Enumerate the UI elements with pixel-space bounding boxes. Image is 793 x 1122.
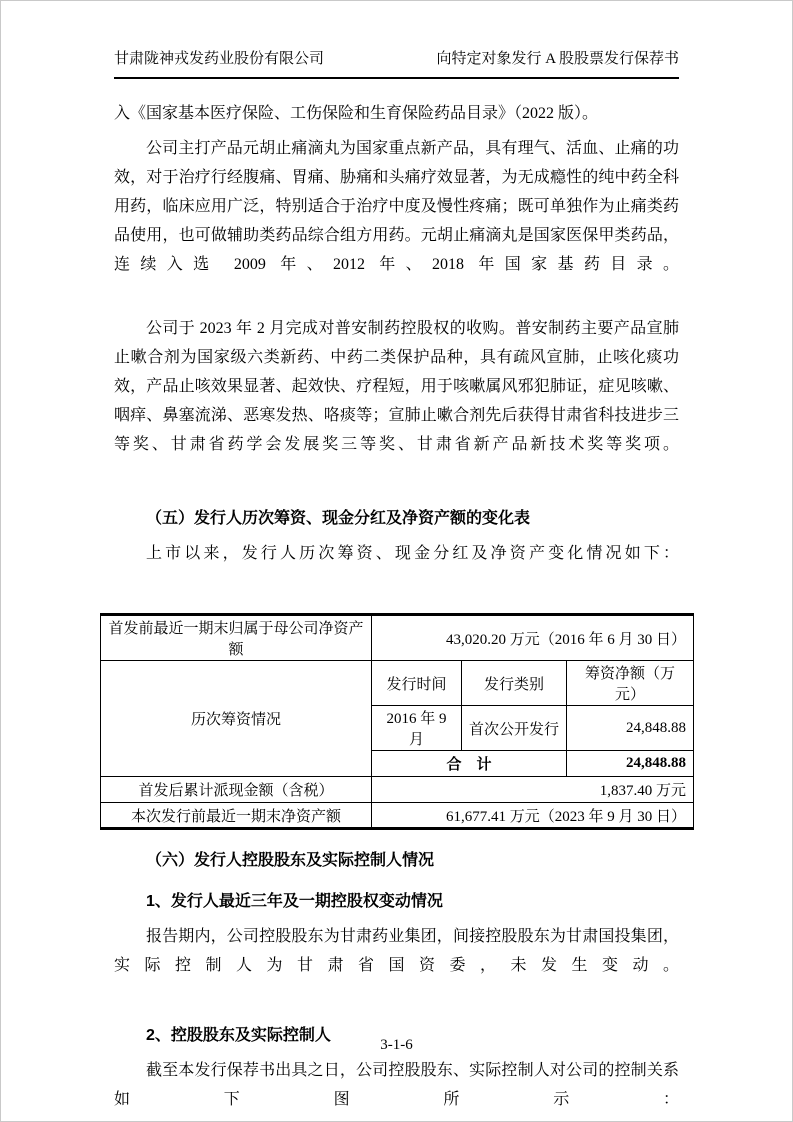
header-doc-title: 向特定对象发行 A 股股票发行保荐书 [436,51,679,67]
heading-sub-two: 2、控股股东及实际控制人 [146,1027,331,1044]
cell-current-label: 本次发行前最近一期末净资产额 [101,803,372,829]
paragraph-insurance-catalog: 入《国家基本医疗保险、工伤保险和生育保险药品目录》（2022 版）。 [114,105,599,122]
cell-fundraising-label: 历次筹资情况 [101,661,372,777]
cell-pre-ipo-label: 首发前最近一期末归属于母公司净资产额 [101,615,372,661]
cell-total-net: 24,848.88 [567,751,694,777]
cell-pre-ipo-value: 43,020.20 万元（2016 年 6 月 30 日） [372,615,694,661]
table-row-current-net-assets [101,803,694,829]
cell-ipo-type: 首次公开发行 [462,706,567,751]
cell-col-header-type: 发行类别 [462,661,567,706]
cell-ipo-time: 2016 年 9 月 [372,706,462,751]
table-row-dividend [101,777,694,803]
heading-sub-one: 1、发行人最近三年及一期控股权变动情况 [146,893,443,910]
paragraph-yuanhu-product: 公司主打产品元胡止痛滴丸为国家重点新产品，具有理气、活血、止痛的功效，对于治疗行经腹痛、胃痛、胁痛和头痛疗效显著，为无成瘾性的纯中药全科用药，临床应用广泛，特别适合于治疗中度及慢性疼痛；既可单独作为止痛类药品使用，也可做辅助类药品综合组方用药。元胡止痛滴丸是国家医保甲类药品，连续入选 2009 年、2012 年、2018 年国家基药目录。 [114,140,679,273]
page-footer [1,1037,792,1054]
page-number: 3-1-6 [380,1037,413,1053]
paragraph-control-relationship: 截至本发行保荐书出具之日，公司控股股东、实际控制人对公司的控制关系如下图所示： [114,1062,679,1108]
cell-ipo-net: 24,848.88 [567,706,694,751]
paragraph-holding-change: 报告期内，公司控股股东为甘肃药业集团，间接控股股东为甘肃国投集团，实际控制人为甘肃省国资委，未发生变动。 [114,928,679,974]
page-header [114,48,679,79]
cell-total-label: 合 计 [372,751,567,777]
table-row-pre-ipo [101,615,694,661]
cell-dividend-value: 1,837.40 万元 [372,777,694,803]
heading-section-six: （六）发行人控股股东及实际控制人情况 [146,852,435,869]
page-body [1,99,792,1122]
cell-current-value: 61,677.41 万元（2023 年 9 月 30 日） [372,803,694,829]
cell-dividend-label: 首发后累计派现金额（含税） [101,777,372,803]
fundraising-history-table [100,613,694,830]
heading-section-five: （五）发行人历次筹资、现金分红及净资产额的变化表 [146,510,531,527]
table-row-fundraising-header [101,661,694,706]
cell-col-header-net: 筹资净额（万元） [567,661,694,706]
paragraph-table-intro: 上市以来，发行人历次筹资、现金分红及净资产变化情况如下： [146,545,679,562]
cell-col-header-time: 发行时间 [372,661,462,706]
paragraph-puan-acquisition: 公司于 2023 年 2 月完成对普安制药控股权的收购。普安制药主要产品宣肺止嗽合剂为国家级六类新药、中药二类保护品种，具有疏风宣肺，止咳化痰功效，产品止咳效果显著、起效快、疗程短，用于咳嗽属风邪犯肺证，症见咳嗽、咽痒、鼻塞流涕、恶寒发热、咯痰等；宣肺止嗽合剂先后获得甘肃省科技进步三等奖、甘肃省药学会发展奖三等奖、甘肃省新产品新技术奖等奖项。 [114,320,679,453]
header-company-name: 甘肃陇神戎发药业股份有限公司 [114,51,325,67]
